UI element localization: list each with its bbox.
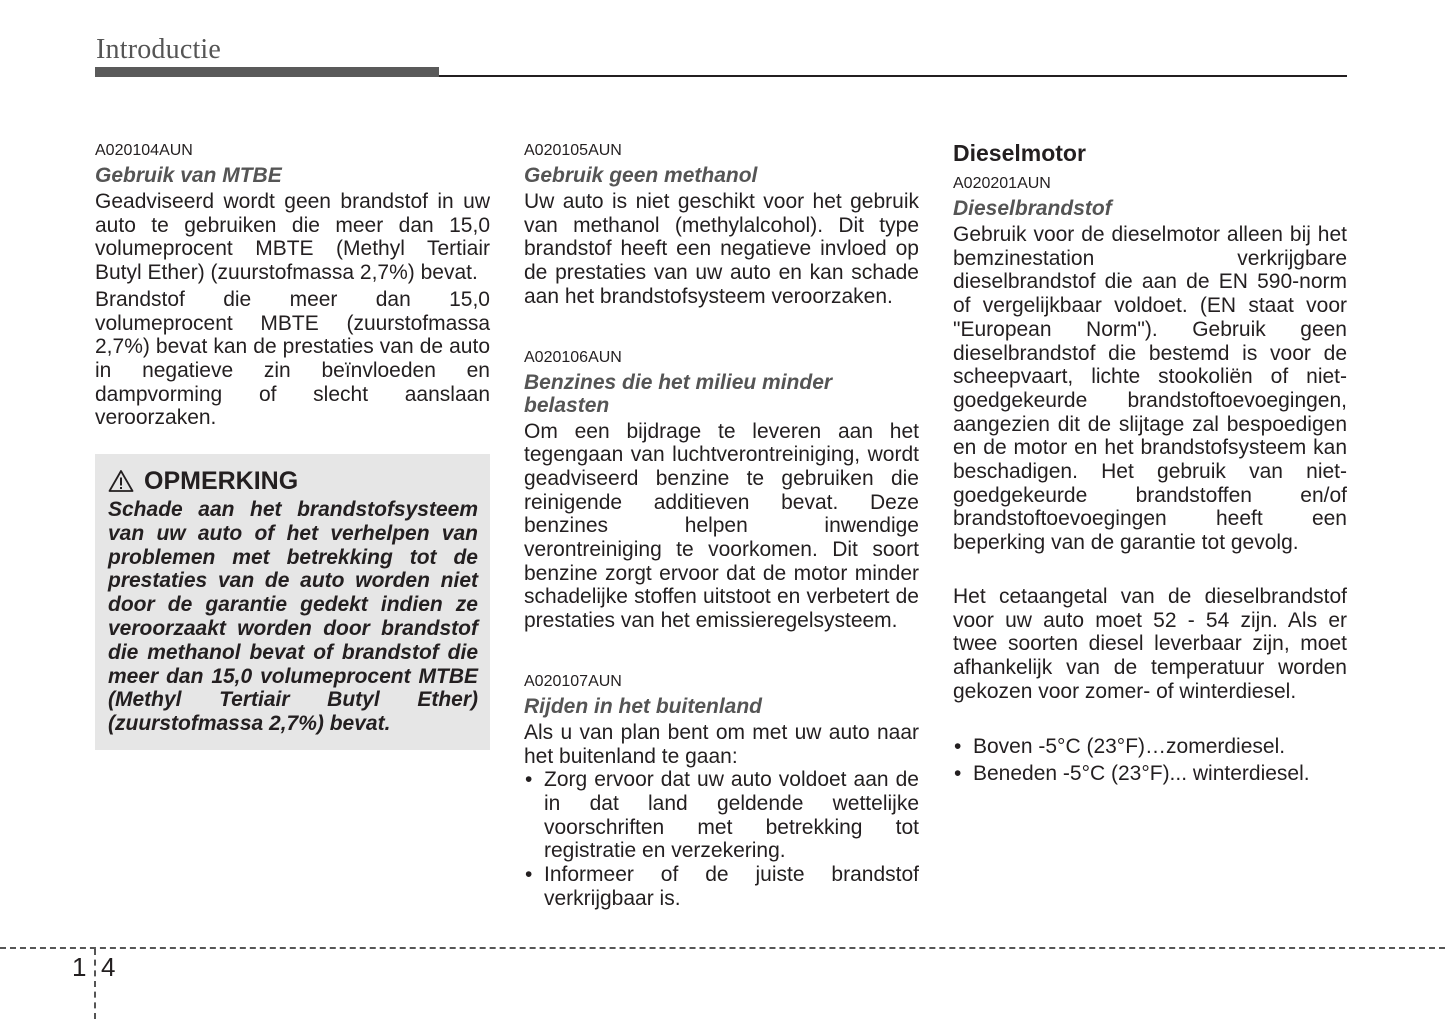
bullet-list: [953, 733, 1347, 787]
footer-dashed-divider: [94, 949, 96, 1019]
paragraph: Geadviseerd wordt geen brandstof in uw auto te gebruiken die meer dan 15,0 volumeprocent MBTE (Methyl Tertiair Butyl Ether) (zuurstofmassa 2,7%) bevat.: [95, 190, 490, 285]
section-code: A020106AUN: [524, 348, 622, 366]
paragraph: Gebruik voor de dieselmotor alleen bij het bemzinestation verkrijgbare dieselbrandstof die aan de EN 590-norm of vergelijkbaar voldoet. (EN staat voor "European Norm"). Gebruik geen dieselbrandstof die bestemd is voor de scheepvaart, lichte stookoliën of niet-goedgekeurde brandstoftoevoegingen, aangezien dit de slijtage zal bespoedigen en de motor en het brandstofsysteem kan beschadigen. Het gebruik van niet-goedgekeurde brandstoffen en/of brandstoftoevoegingen heeft een beperking van de garantie tot gevolg.: [953, 223, 1347, 555]
section-heading: Dieselbrandstof: [953, 197, 1112, 220]
page-number: 4: [101, 952, 116, 982]
footer-dashed-rule: [0, 947, 1445, 949]
section-heading: Benzines die het milieu minder belasten: [524, 370, 833, 417]
header-rule-thin: [439, 75, 1347, 77]
list-item: • Beneden -5°C (23°F)... winterdiesel.: [953, 760, 1347, 787]
header-rule-thick: [95, 67, 439, 77]
section-code: A020107AUN: [524, 672, 622, 690]
section-code: A020104AUN: [95, 142, 193, 159]
paragraph: Om een bijdrage te leveren aan het tegengaan van luchtverontreiniging, wordt geadviseerd benzine te gebruiken die reinigende additieven bevat. Deze benzines helpen inwendige verontreiniging te voorkomen. Dit soort benzine zorgt ervoor dat de motor minder schadelijke stoffen uitstoot en verbetert de prestaties van het emissieregelsysteem.: [524, 419, 919, 633]
column-1: [95, 140, 490, 750]
chapter-number: 1: [72, 952, 87, 982]
paragraph: Brandstof die meer dan 15,0 volumeprocent MBTE (zuurstofmassa 2,7%) bevat kan de prestaties van de auto in negatieve zin beïnvloeden en dampvorming of slecht aanslaan veroorzaken.: [95, 287, 490, 430]
warning-triangle-icon: [108, 469, 134, 493]
note-text: Schade aan het brandstofsysteem van uw auto of het verhelpen van problemen met betrekking tot de prestaties van de auto worden niet door de garantie gedekt indien ze veroorzaakt worden door brandstof die methanol bevat of brandstof die meer dan 15,0 volumeprocent MTBE (Methyl Tertiair Butyl Ether) (zuurstofmassa 2,7%) bevat.: [108, 498, 478, 736]
section-title: Dieselmotor: [953, 140, 1086, 166]
bullet-list: [524, 768, 919, 910]
paragraph: Uw auto is niet geschikt voor het gebruik van methanol (methylalcohol). Dit type brandstof heeft een negatieve invloed op de prestaties van uw auto en kan schade aan het brandstofsysteem veroorzaken.: [524, 190, 919, 308]
section-code: A020201AUN: [953, 175, 1051, 192]
section-code: A020105AUN: [524, 142, 622, 159]
list-item: • Zorg ervoor dat uw auto voldoet aan de in dat land geldende wettelijke voorschriften met betrekking tot registratie en verzekering.: [524, 768, 919, 863]
section-heading: Gebruik van MTBE: [95, 164, 282, 187]
list-item: • Boven -5°C (23°F)…zomerdiesel.: [953, 733, 1347, 760]
list-item: • Informeer of de juiste brandstof verkrijgbaar is.: [524, 863, 919, 910]
note-title: OPMERKING: [144, 467, 299, 496]
note-header: [108, 466, 478, 496]
page-header-title: Introductie: [96, 34, 222, 65]
note-box: [95, 454, 490, 750]
paragraph: Als u van plan bent om met uw auto naar het buitenland te gaan:: [524, 720, 919, 768]
column-2: [524, 140, 919, 910]
section-heading: Rijden in het buitenland: [524, 694, 762, 718]
column-3: [953, 140, 1347, 787]
paragraph: Het cetaangetal van de dieselbrandstof voor uw auto moet 52 - 54 zijn. Als er twee soorten diesel leverbaar zijn, moet afhankelijk van de temperatuur worden gekozen voor zomer- of winterdiesel.: [953, 584, 1347, 703]
section-heading: Gebruik geen methanol: [524, 164, 758, 187]
